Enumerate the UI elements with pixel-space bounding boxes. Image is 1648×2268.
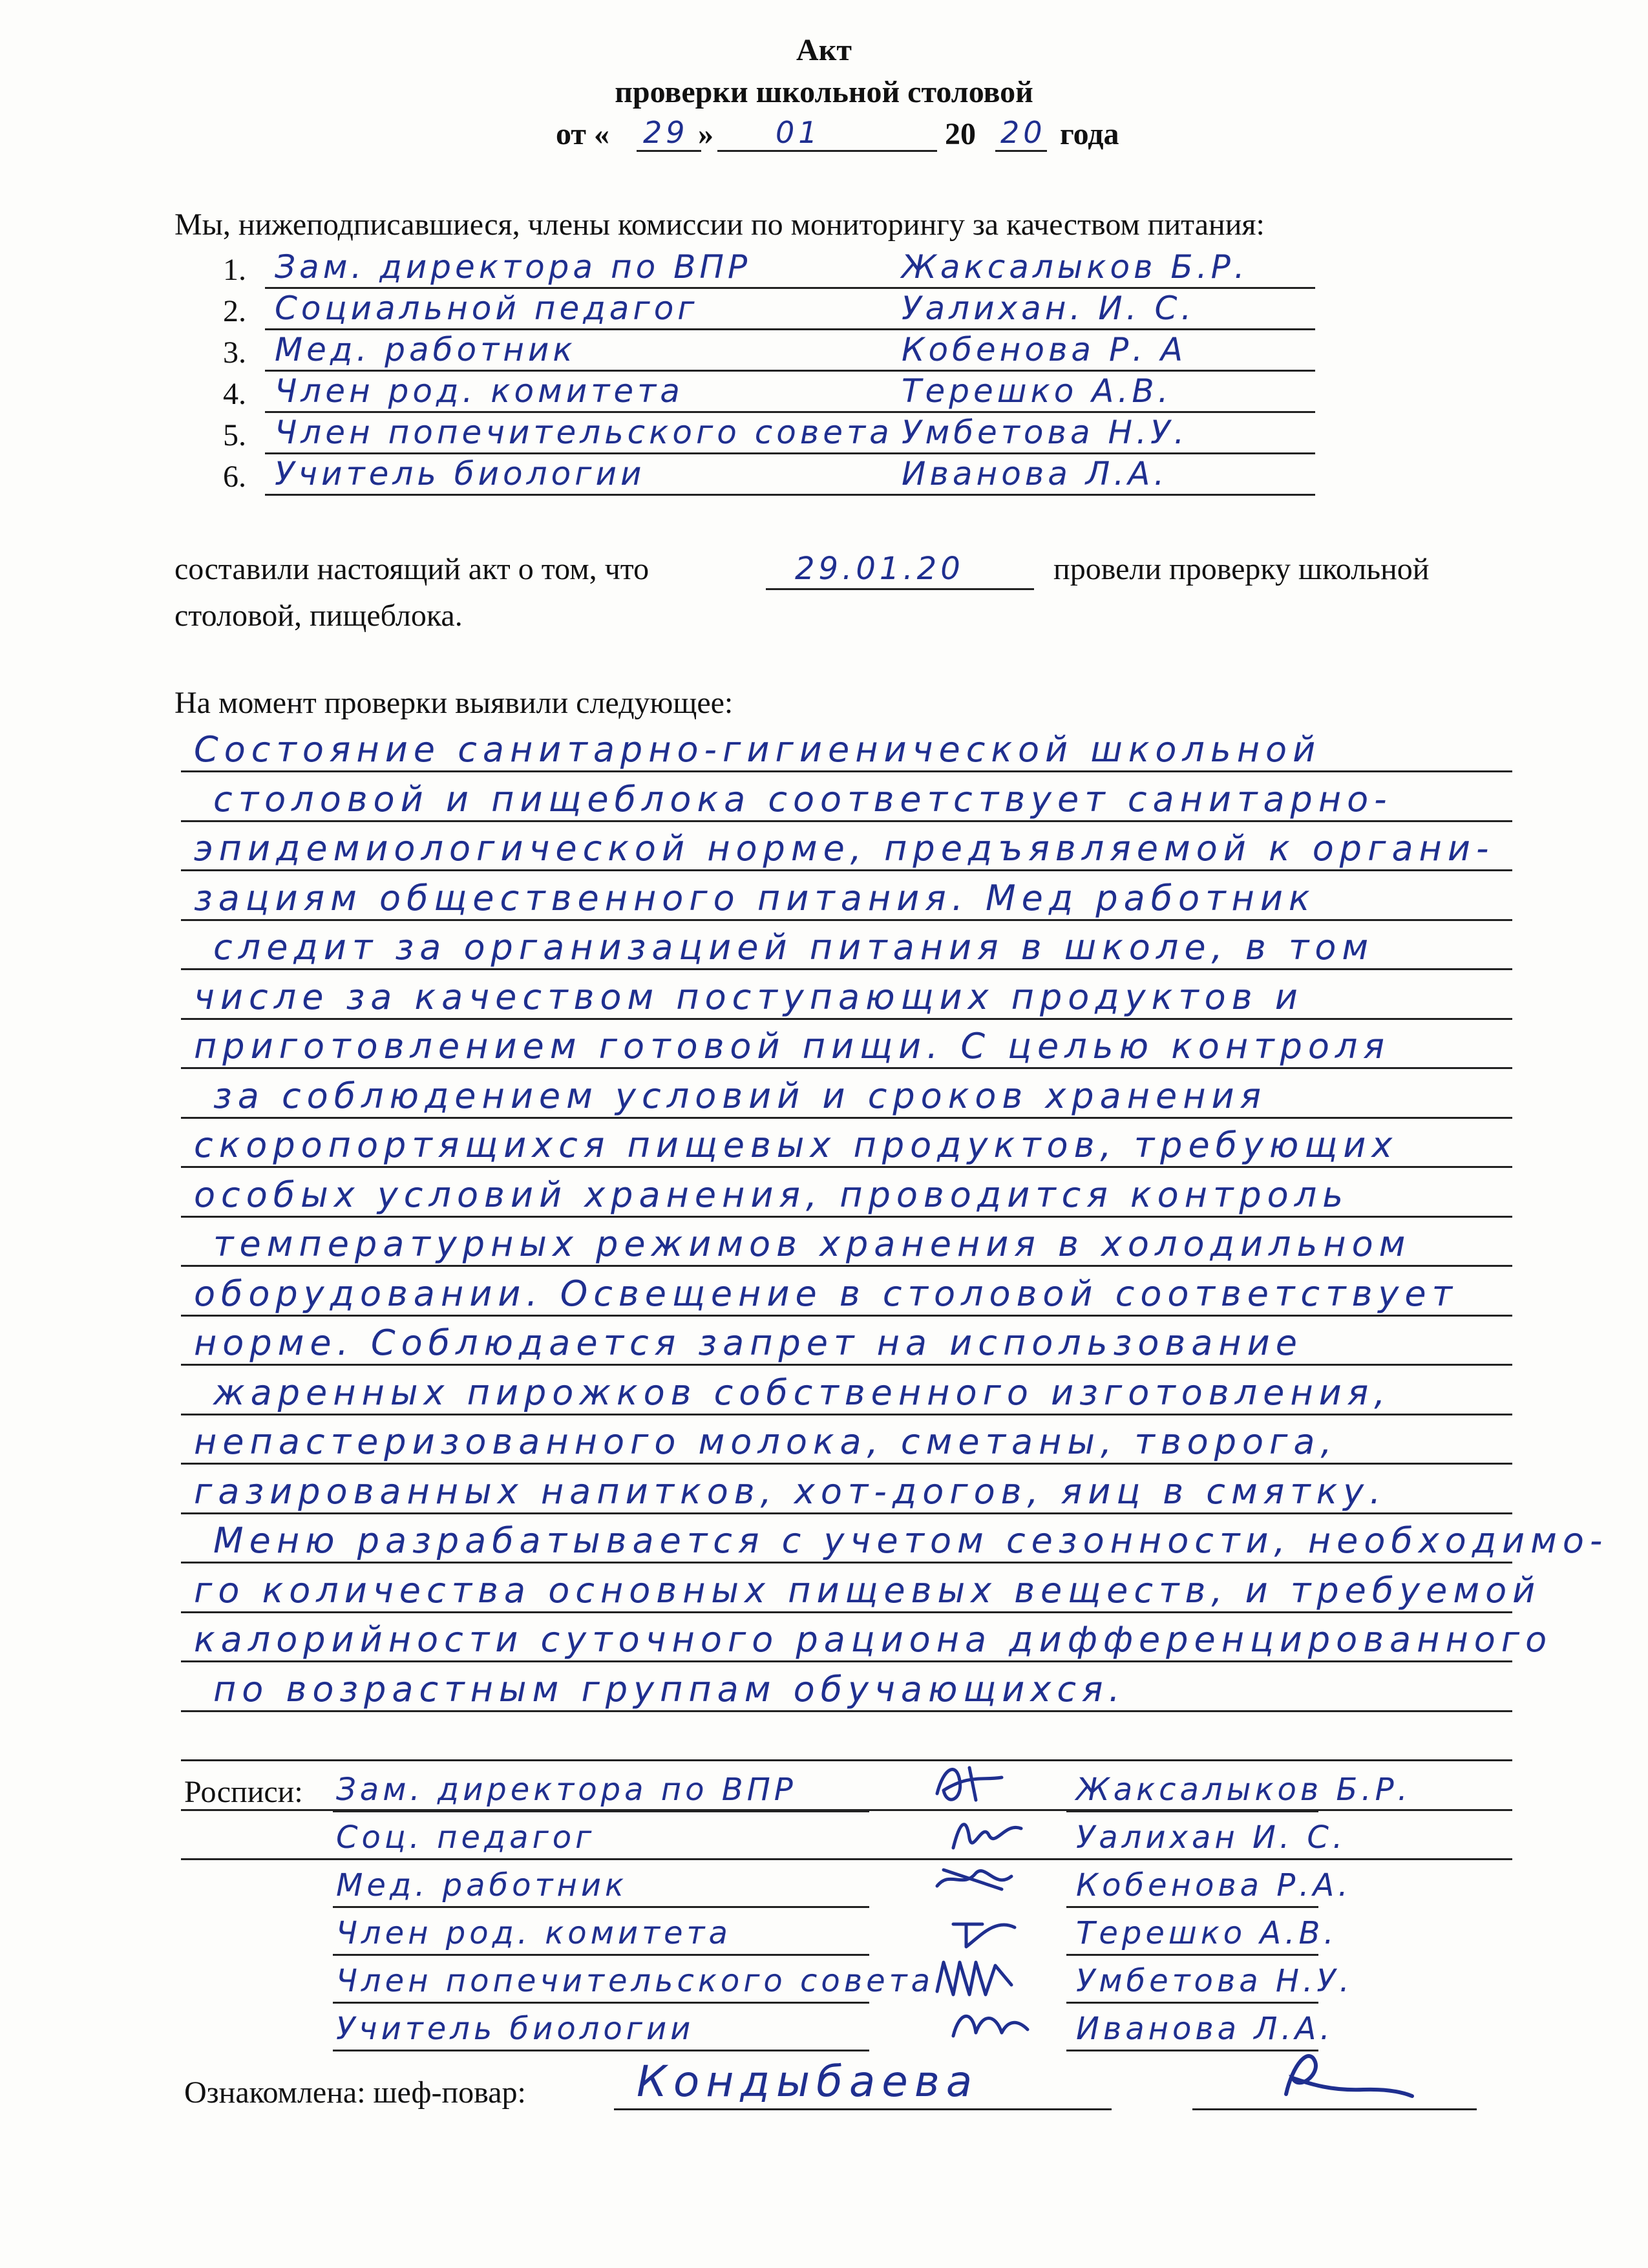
findings-rule bbox=[181, 1562, 1512, 1563]
act-date-line bbox=[766, 588, 1034, 590]
findings-line: числе за качеством поступающих продуктов и bbox=[194, 976, 1304, 1017]
signature-role-line bbox=[333, 1810, 869, 1812]
findings-line: по возрастным группам обучающихся. bbox=[213, 1668, 1126, 1710]
member-role: Зам. директора по ВПР bbox=[275, 248, 752, 286]
signature-name: Иванова Л.А. bbox=[1076, 2011, 1334, 2047]
signature-name: Умбетова Н.У. bbox=[1076, 1963, 1353, 1999]
findings-line: скоропортящихся пищевых продуктов, требующих bbox=[194, 1125, 1399, 1165]
signature-role-line bbox=[333, 1906, 869, 1908]
signature-name-line bbox=[1066, 1906, 1318, 1908]
findings-rule bbox=[181, 1660, 1512, 1662]
member-role: Мед. работник bbox=[275, 331, 576, 368]
findings-line: непастеризованного молока, сметаны, творога, bbox=[194, 1421, 1338, 1462]
findings-rule bbox=[181, 1166, 1512, 1168]
findings-rule bbox=[181, 1463, 1512, 1465]
handwritten-signature bbox=[944, 1994, 1041, 2055]
date-month: 01 bbox=[776, 115, 821, 150]
findings-line: следит за организацией питания в школе, в том bbox=[213, 927, 1375, 968]
acknowledged-label: Ознакомлена: шеф-повар: bbox=[184, 2075, 526, 2110]
act-text-before: составили настоящий акт о том, что bbox=[174, 552, 650, 586]
member-name: Иванова Л.А. bbox=[902, 455, 1168, 493]
findings-line: приготовлением готовой пищи. С целью контроля bbox=[194, 1026, 1390, 1066]
signature-name: Терешко А.В. bbox=[1076, 1915, 1338, 1951]
act-text-line2: столовой, пищеблока. bbox=[174, 599, 463, 633]
act-text-after: провели проверку школьной bbox=[1053, 552, 1430, 586]
acknowledged-name-line bbox=[614, 2108, 1112, 2110]
findings-label: На момент проверки выявили следующее: bbox=[174, 686, 734, 720]
date-year: 20 bbox=[1000, 115, 1046, 150]
findings-rule bbox=[181, 1759, 1512, 1761]
findings-line: го количества основных пищевых веществ, и требуемой bbox=[194, 1569, 1541, 1611]
member-number: 1. bbox=[223, 253, 246, 287]
date-mid: » bbox=[698, 117, 713, 151]
member-role: Член род. комитета bbox=[275, 372, 684, 410]
findings-line: оборудовании. Освещение в столовой соответствует bbox=[194, 1273, 1459, 1314]
findings-line: Состояние санитарно-гигиенической школьной bbox=[194, 729, 1322, 770]
acknowledged-name: Кондыбаева bbox=[637, 2057, 979, 2106]
findings-rule bbox=[181, 1315, 1512, 1317]
member-name: Умбетова Н.У. bbox=[902, 414, 1188, 451]
signature-role-line bbox=[333, 2002, 869, 2004]
signature-name-line bbox=[1066, 1954, 1318, 1956]
findings-rule bbox=[181, 1216, 1512, 1218]
date-month-line bbox=[717, 150, 937, 152]
signature-role: Член попечительского совета bbox=[336, 1963, 934, 1999]
findings-line: особых условий хранения, проводится контроль bbox=[194, 1174, 1349, 1215]
member-number: 2. bbox=[223, 294, 246, 328]
signature-role: Член род. комитета bbox=[336, 1915, 732, 1951]
signatures-label: Росписи: bbox=[184, 1775, 303, 1809]
signature-name: Уалихан И. С. bbox=[1076, 1819, 1347, 1856]
findings-rule bbox=[181, 820, 1512, 822]
document-subtitle: проверки школьной столовой bbox=[615, 75, 1033, 109]
findings-line: зациям общественного питания. Мед работник bbox=[194, 877, 1316, 918]
signature-role-line bbox=[333, 1954, 869, 1956]
signature-name: Кобенова Р.А. bbox=[1076, 1867, 1352, 1903]
findings-rule bbox=[181, 869, 1512, 871]
findings-line: норме. Соблюдается запрет на использование bbox=[194, 1322, 1303, 1363]
member-role: Член попечительского совета bbox=[275, 414, 893, 451]
member-name: Уалихан. И. С. bbox=[902, 290, 1196, 327]
intro-text: Мы, нижеподписавшиеся, члены комиссии по мониторингу за качеством питания: bbox=[174, 207, 1265, 242]
member-line bbox=[265, 452, 1315, 454]
date-prefix: от « bbox=[556, 117, 609, 151]
member-name: Терешко А.В. bbox=[902, 372, 1172, 410]
signature-name-line bbox=[1066, 1858, 1318, 1860]
date-day-line bbox=[637, 150, 701, 152]
findings-rule bbox=[181, 1117, 1512, 1119]
findings-line: за соблюдением условий и сроков хранения bbox=[213, 1075, 1267, 1116]
signature-role: Зам. директора по ВПР bbox=[336, 1772, 797, 1808]
member-line bbox=[265, 328, 1315, 330]
member-line bbox=[265, 370, 1315, 372]
findings-rule bbox=[181, 1265, 1512, 1267]
findings-line: жаренных пирожков собственного изготовления, bbox=[213, 1372, 1391, 1413]
member-name: Жаксалыков Б.Р. bbox=[902, 248, 1249, 286]
document-title: Акт bbox=[796, 33, 852, 67]
findings-line: газированных напитков, хот-догов, яиц в смятку. bbox=[194, 1470, 1387, 1512]
member-role: Учитель биологии bbox=[275, 455, 646, 493]
signature-role: Соц. педагог bbox=[336, 1819, 596, 1856]
signature-name-line bbox=[1066, 1810, 1318, 1812]
date-year-line bbox=[995, 150, 1047, 152]
signature-role-line bbox=[333, 2050, 869, 2051]
findings-line: калорийности суточного рациона дифференцированного bbox=[194, 1619, 1553, 1660]
date-suffix: года bbox=[1060, 117, 1119, 151]
findings-line: температурных режимов хранения в холодильном bbox=[213, 1224, 1411, 1264]
findings-rule bbox=[181, 1710, 1512, 1712]
findings-rule bbox=[181, 1512, 1512, 1514]
date-day: 29 bbox=[643, 115, 689, 150]
chef-signature bbox=[1273, 2039, 1422, 2110]
findings-rule bbox=[181, 770, 1512, 772]
member-name: Кобенова Р. А bbox=[902, 331, 1187, 368]
findings-rule bbox=[181, 1018, 1512, 1020]
findings-line: Меню разрабатывается с учетом сезонности, необходимо- bbox=[213, 1520, 1609, 1561]
findings-rule bbox=[181, 1611, 1512, 1613]
date-year-prefix: 20 bbox=[945, 117, 976, 151]
findings-rule bbox=[181, 968, 1512, 970]
act-date: 29.01.20 bbox=[795, 551, 964, 587]
member-line bbox=[265, 287, 1315, 289]
signature-role-line bbox=[333, 1858, 869, 1860]
findings-line: столовой и пищеблока соответствует санитарно- bbox=[213, 778, 1393, 820]
member-number: 6. bbox=[223, 460, 246, 494]
member-number: 5. bbox=[223, 418, 246, 452]
member-line bbox=[265, 411, 1315, 413]
member-line bbox=[265, 494, 1315, 496]
findings-rule bbox=[181, 1364, 1512, 1366]
member-role: Социальной педагог bbox=[275, 290, 699, 327]
signature-name: Жаксалыков Б.Р. bbox=[1076, 1772, 1411, 1808]
member-number: 3. bbox=[223, 335, 246, 370]
signature-name-line bbox=[1066, 2002, 1318, 2004]
signature-role: Мед. работник bbox=[336, 1867, 628, 1903]
signature-role: Учитель биологии bbox=[336, 2011, 695, 2047]
findings-rule bbox=[181, 919, 1512, 921]
findings-rule bbox=[181, 1414, 1512, 1415]
findings-rule bbox=[181, 1067, 1512, 1069]
findings-line: эпидемиологической норме, предъявляемой к органи- bbox=[194, 828, 1495, 869]
member-number: 4. bbox=[223, 377, 246, 411]
